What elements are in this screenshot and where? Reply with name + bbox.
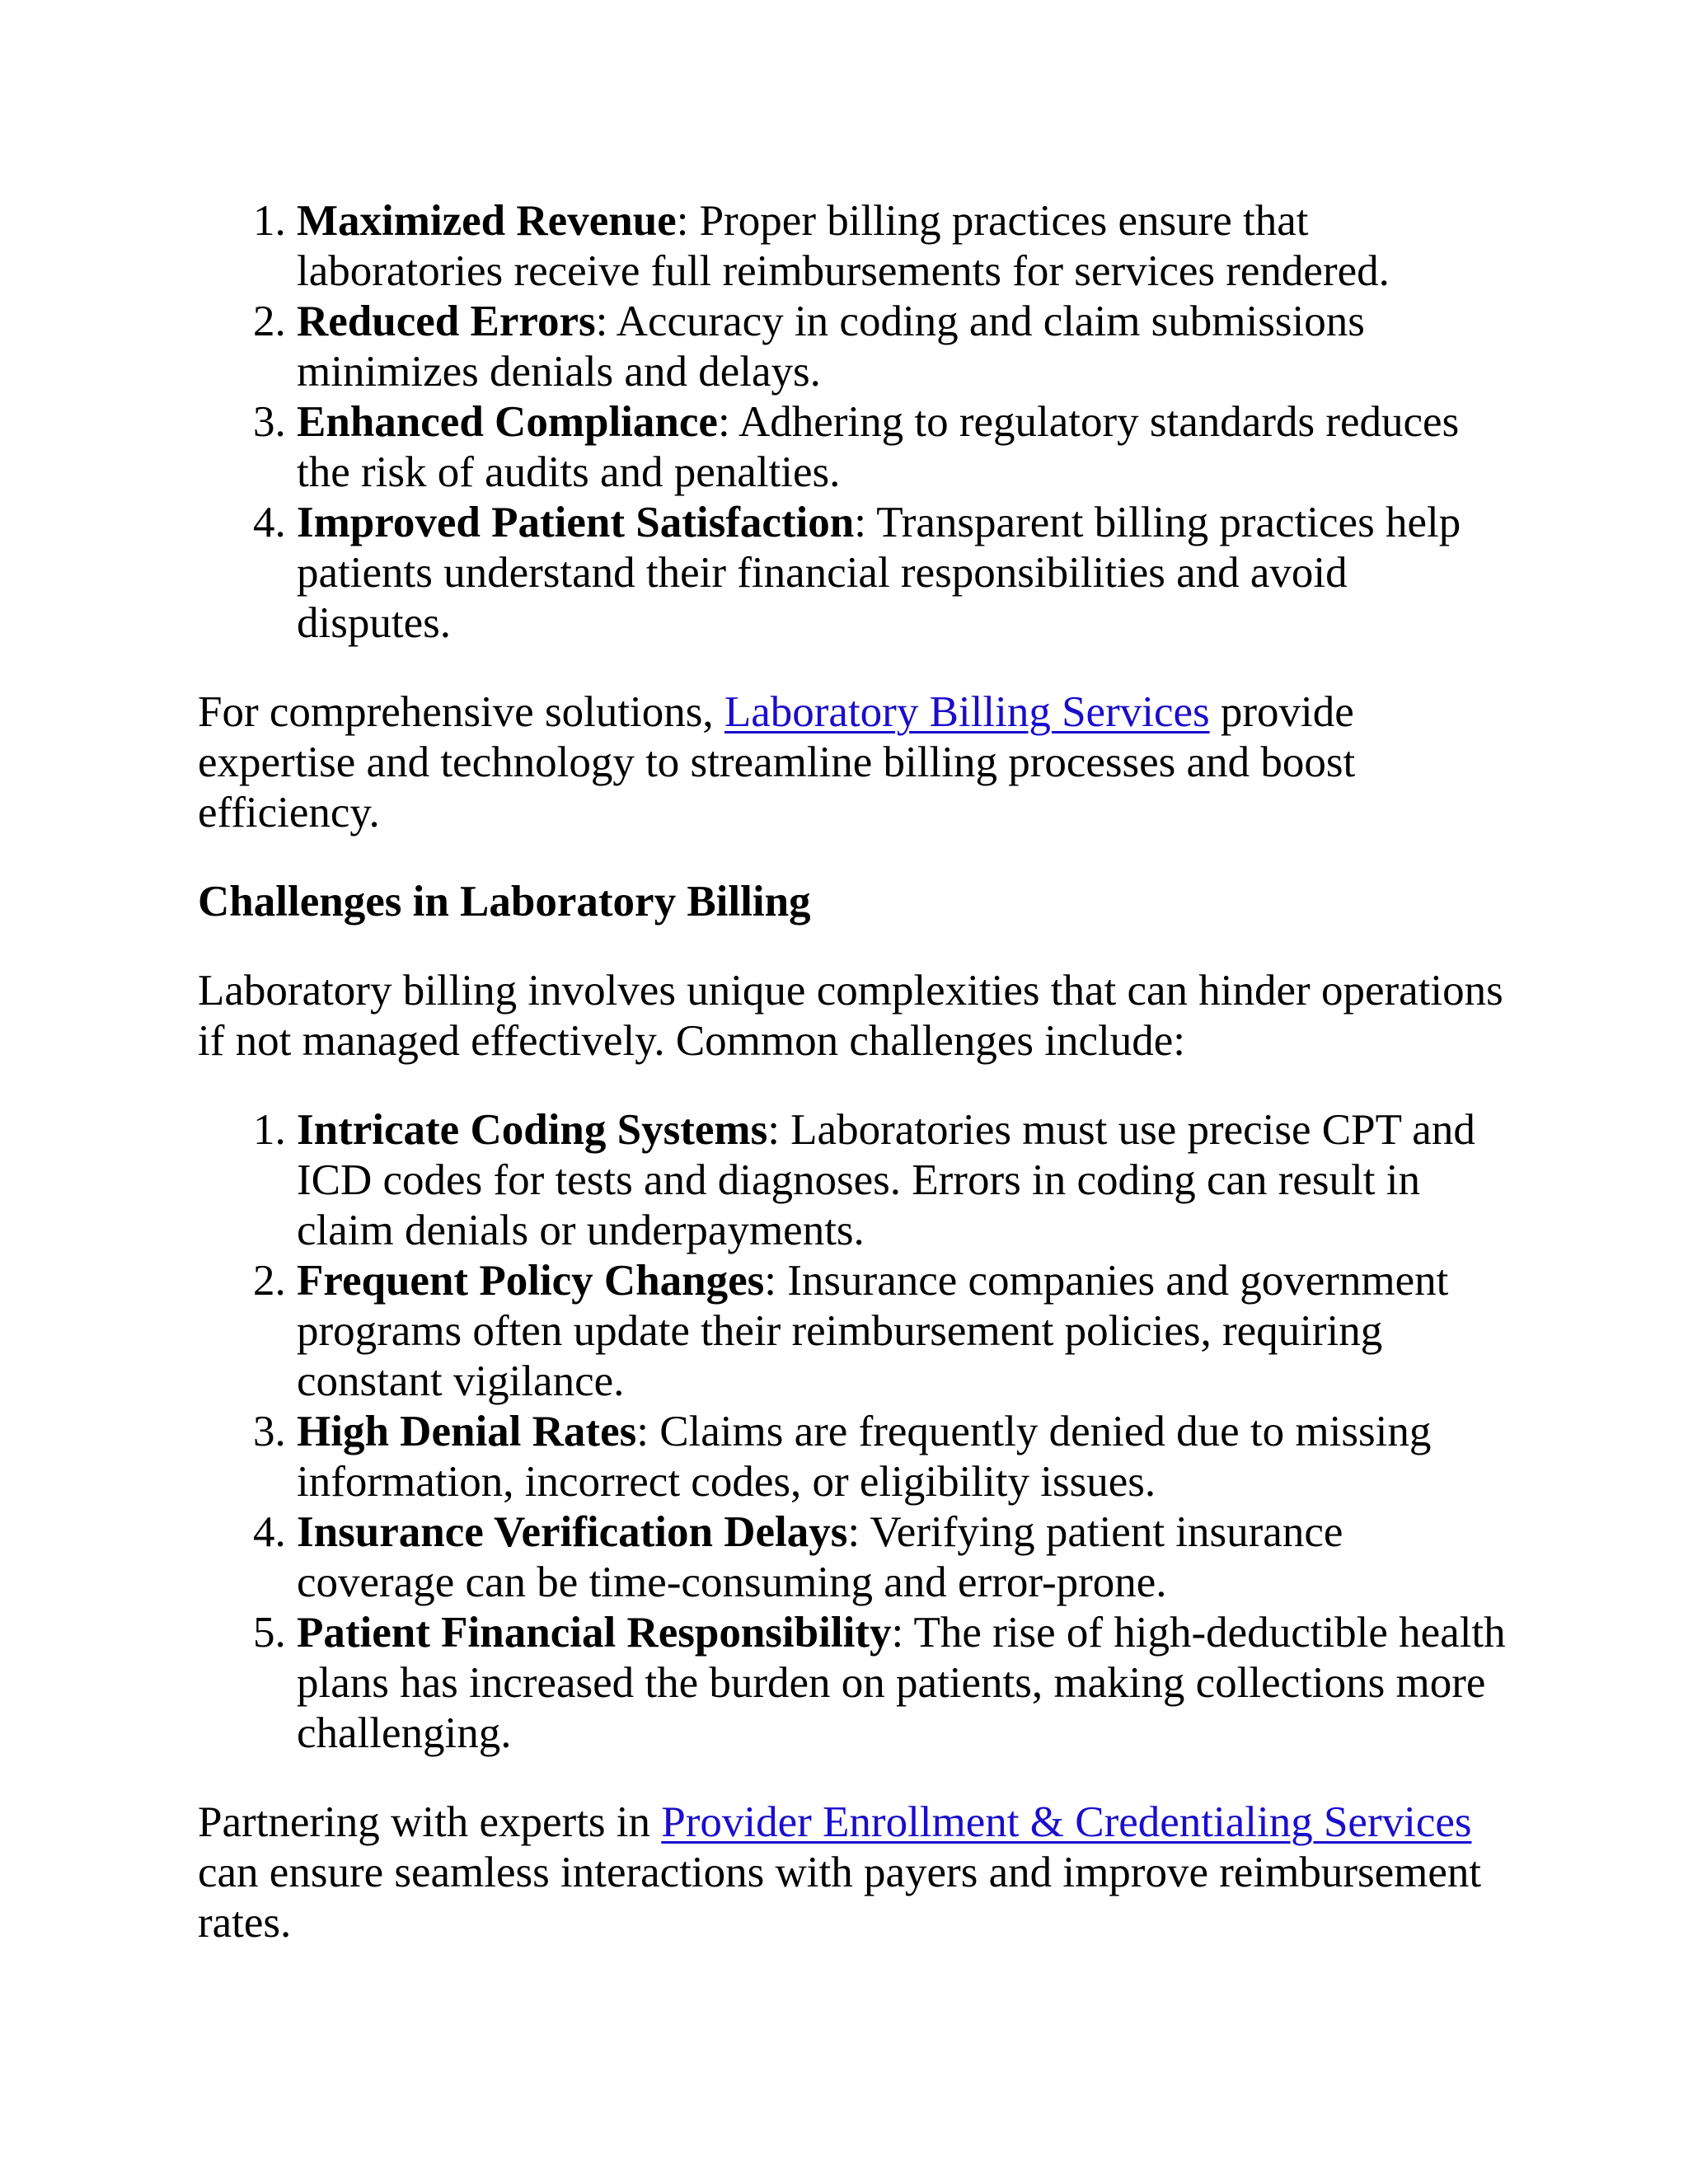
- list-item-text: : Claims are frequently denied due to missing information, incorrect codes, or eligibility issues.: [297, 1408, 1432, 1506]
- list-item-term: Insurance Verification Delays: [297, 1508, 848, 1556]
- list-item-text: : Insurance companies and government programs often update their reimbursement policies, requiring constant vigilance.: [297, 1257, 1449, 1405]
- list-item-term: Intricate Coding Systems: [297, 1106, 768, 1154]
- list-item: [297, 498, 1508, 649]
- paragraph-text: provide expertise and technology to streamline billing processes and boost efficiency.: [198, 688, 1356, 837]
- list-item: [297, 1256, 1508, 1407]
- list-item-term: Improved Patient Satisfaction: [297, 499, 855, 546]
- document-page: [198, 196, 1508, 1948]
- list-item: [297, 1105, 1508, 1256]
- list-item-term: Patient Financial Responsibility: [297, 1609, 892, 1657]
- list-item-term: High Denial Rates: [297, 1408, 637, 1455]
- list-item: [297, 1507, 1508, 1608]
- list-item-text: : Adhering to regulatory standards reduces the risk of audits and penalties.: [297, 398, 1460, 496]
- challenges-list: [198, 1105, 1508, 1759]
- list-item: [297, 196, 1508, 297]
- list-item-text: : Accuracy in coding and claim submissions minimizes denials and delays.: [297, 298, 1365, 396]
- list-item-text: : Laboratories must use precise CPT and ICD codes for tests and diagnoses. Errors in coding can result in claim denials or underpayments.: [297, 1106, 1475, 1254]
- provider-enrollment-credentialing-link[interactable]: Provider Enrollment & Credentialing Services: [661, 1798, 1472, 1846]
- list-item-term: Enhanced Compliance: [297, 398, 718, 446]
- list-item-text: : Verifying patient insurance coverage can be time-consuming and error-prone.: [297, 1508, 1343, 1606]
- section-heading: Challenges in Laboratory Billing: [198, 878, 811, 926]
- paragraph-text: For comprehensive solutions,: [198, 688, 724, 736]
- paragraph-text: can ensure seamless interactions with payers and improve reimbursement rates.: [198, 1849, 1482, 1947]
- solutions-paragraph: [198, 687, 1508, 838]
- laboratory-billing-services-link[interactable]: Laboratory Billing Services: [724, 688, 1210, 736]
- list-item: [297, 1407, 1508, 1507]
- list-item: [297, 1608, 1508, 1759]
- list-item-text: : Transparent billing practices help patients understand their financial responsibilities and avoid disputes.: [297, 499, 1461, 647]
- list-item-text: : The rise of high-deductible health plans has increased the burden on patients, making collections more challenging.: [297, 1609, 1506, 1757]
- list-item: [297, 397, 1508, 498]
- list-item-text: : Proper billing practices ensure that laboratories receive full reimbursements for services rendered.: [297, 197, 1390, 295]
- partner-paragraph: [198, 1797, 1508, 1948]
- paragraph-text: Partnering with experts in: [198, 1798, 662, 1846]
- list-item: [297, 297, 1508, 397]
- list-item-term: Frequent Policy Changes: [297, 1257, 765, 1305]
- challenges-intro-paragraph: Laboratory billing involves unique complexities that can hinder operations if not managed effectively. Common challenges include:: [198, 967, 1503, 1065]
- list-item-term: Maximized Revenue: [297, 197, 677, 245]
- benefits-list: [198, 196, 1508, 649]
- list-item-term: Reduced Errors: [297, 298, 596, 345]
